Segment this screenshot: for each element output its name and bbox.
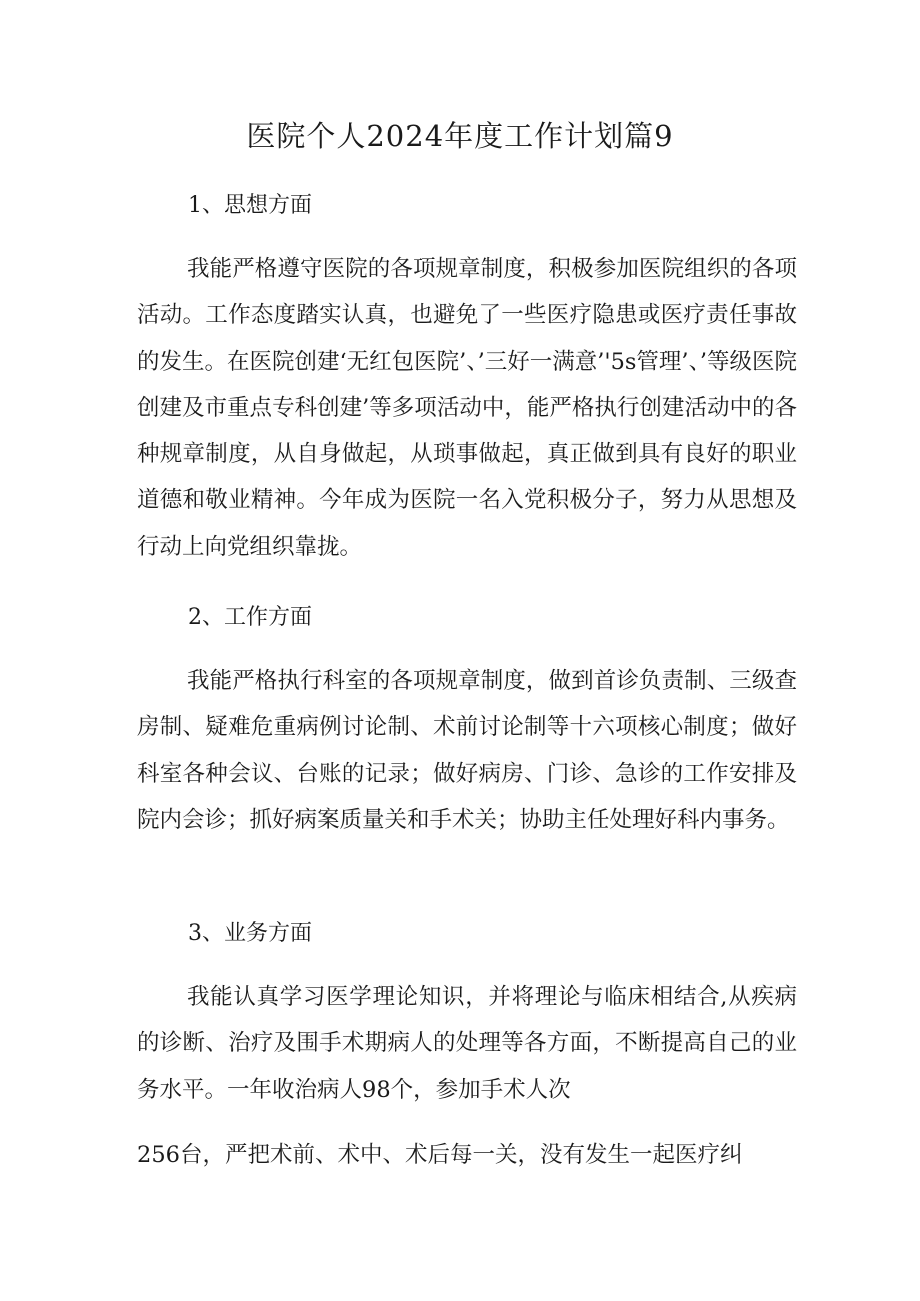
section-body-work: 我能严格执行科室的各项规章制度，做到首诊负责制、三级查房制、疑难危重病例讨论制、术前讨论制等十六项核心制度；做好科室各种会议、台账的记录；做好病房、门诊、急诊的工作安排及院内会诊；抓好病案质量关和手术关；协助主任处理好科内事务。 bbox=[137, 668, 797, 833]
section-body-thought: 我能严格遵守医院的各项规章制度，积极参加医院组织的各项活动。工作态度踏实认真，也避免了一些医疗隐患或医疗责任事故的发生。在医院创建‘无红包医院’、’三好一满意’'5s管理’、’等级医院创建及市重点专科创建’等多项活动中，能严格执行创建活动中的各种规章制度，从自身做起，从琐事做起，真正做到具有良好的职业道德和敬业精神。今年成为医院一名入党积极分子，努力从思想及行动上向党组织靠拢。 bbox=[137, 256, 797, 560]
section-heading-thought: 1、思想方面 bbox=[188, 193, 312, 218]
section-body-business-continuation: 256台，严把术前、术中、术后每一关，没有发生一起医疗纠 bbox=[137, 1142, 743, 1168]
section-heading-business: 3、业务方面 bbox=[188, 921, 312, 946]
section-heading-work: 2、工作方面 bbox=[188, 605, 312, 630]
section-body-business: 我能认真学习医学理论知识，并将理论与临床相结合,从疾病的诊断、治疗及围手术期病人的处理等各方面，不断提高自己的业务水平。一年收治病人98个，参加手术人次 bbox=[137, 984, 797, 1103]
document-title: 医院个人2024年度工作计划篇9 bbox=[246, 119, 674, 153]
